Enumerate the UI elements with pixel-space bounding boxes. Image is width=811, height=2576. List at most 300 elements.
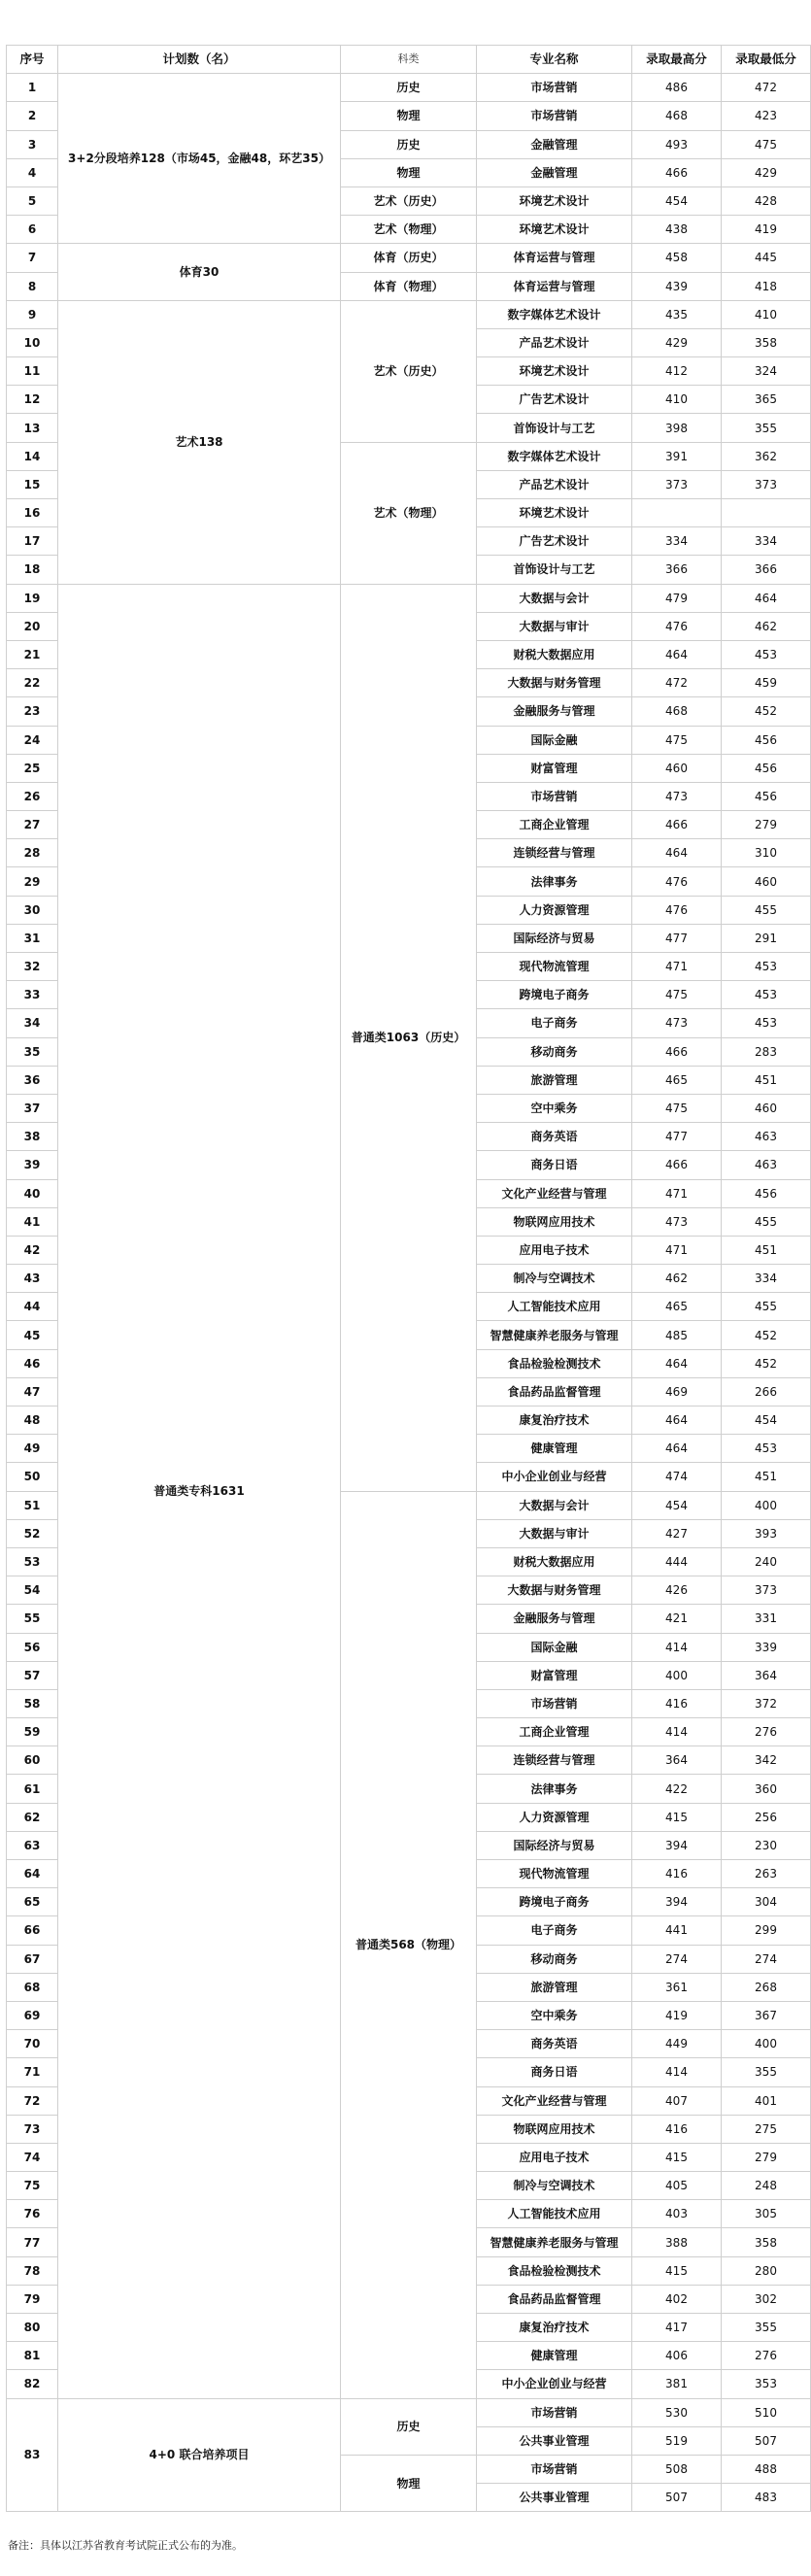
major-cell: 现代物流管理 [477, 1860, 632, 1888]
max-score-cell: 466 [632, 811, 722, 839]
table-row [7, 74, 811, 102]
major-cell: 数字媒体艺术设计 [477, 442, 632, 470]
seq-cell: 51 [7, 1491, 58, 1519]
max-score-cell: 471 [632, 953, 722, 981]
major-cell: 金融管理 [477, 130, 632, 158]
major-cell: 文化产业经营与管理 [477, 1179, 632, 1207]
subject-cell: 物理 [341, 102, 477, 130]
min-score-cell: 362 [722, 442, 811, 470]
seq-cell: 72 [7, 2086, 58, 2115]
major-cell: 国际经济与贸易 [477, 1831, 632, 1859]
major-cell: 制冷与空调技术 [477, 1265, 632, 1293]
seq-cell: 40 [7, 1179, 58, 1207]
subject-cell: 艺术（历史） [341, 300, 477, 442]
subject-cell: 艺术（物理） [341, 216, 477, 244]
min-score-cell: 279 [722, 811, 811, 839]
min-score-cell: 400 [722, 2030, 811, 2058]
table-body [7, 74, 811, 2512]
major-cell: 产品艺术设计 [477, 470, 632, 498]
seq-cell: 8 [7, 272, 58, 300]
seq-cell: 42 [7, 1236, 58, 1264]
min-score-cell: 275 [722, 2115, 811, 2143]
min-score-cell: 455 [722, 1293, 811, 1321]
min-score-cell: 355 [722, 2314, 811, 2342]
major-cell: 旅游管理 [477, 1066, 632, 1094]
min-score-cell: 263 [722, 1860, 811, 1888]
seq-cell: 43 [7, 1265, 58, 1293]
table-row [7, 244, 811, 272]
max-score-cell: 415 [632, 2143, 722, 2171]
min-score-cell: 418 [722, 272, 811, 300]
major-cell: 空中乘务 [477, 2001, 632, 2029]
seq-cell: 78 [7, 2256, 58, 2285]
min-score-cell: 355 [722, 2058, 811, 2086]
max-score-cell: 454 [632, 186, 722, 215]
seq-cell: 68 [7, 1973, 58, 2001]
major-cell: 现代物流管理 [477, 953, 632, 981]
max-score-cell: 444 [632, 1547, 722, 1576]
max-score-cell: 464 [632, 1349, 722, 1377]
seq-cell: 26 [7, 782, 58, 810]
header-max-score: 录取最高分 [632, 46, 722, 74]
major-cell: 法律事务 [477, 1775, 632, 1803]
seq-cell: 27 [7, 811, 58, 839]
major-cell: 环境艺术设计 [477, 499, 632, 527]
max-score-cell: 466 [632, 1037, 722, 1066]
min-score-cell: 358 [722, 328, 811, 356]
top-blank-area [0, 0, 811, 45]
seq-cell: 29 [7, 867, 58, 896]
min-score-cell: 510 [722, 2398, 811, 2426]
min-score-cell: 410 [722, 300, 811, 328]
max-score-cell: 466 [632, 158, 722, 186]
major-cell: 法律事务 [477, 867, 632, 896]
max-score-cell: 439 [632, 272, 722, 300]
min-score-cell: 451 [722, 1236, 811, 1264]
major-cell: 连锁经营与管理 [477, 839, 632, 867]
seq-cell: 17 [7, 527, 58, 556]
max-score-cell: 403 [632, 2200, 722, 2228]
major-cell: 食品检验检测技术 [477, 2256, 632, 2285]
major-cell: 人力资源管理 [477, 896, 632, 924]
min-score-cell: 463 [722, 1123, 811, 1151]
major-cell: 健康管理 [477, 1435, 632, 1463]
major-cell: 金融管理 [477, 158, 632, 186]
max-score-cell: 449 [632, 2030, 722, 2058]
subject-cell: 普通类568（物理） [341, 1491, 477, 2398]
major-cell: 大数据与财务管理 [477, 669, 632, 697]
major-cell: 大数据与审计 [477, 1519, 632, 1547]
min-score-cell: 355 [722, 414, 811, 442]
seq-cell: 5 [7, 186, 58, 215]
seq-cell: 56 [7, 1633, 58, 1661]
min-score-cell: 334 [722, 527, 811, 556]
min-score-cell: 463 [722, 1151, 811, 1179]
min-score-cell: 266 [722, 1377, 811, 1406]
min-score-cell: 475 [722, 130, 811, 158]
max-score-cell: 464 [632, 640, 722, 668]
max-score-cell: 373 [632, 470, 722, 498]
seq-cell: 69 [7, 2001, 58, 2029]
seq-cell: 44 [7, 1293, 58, 1321]
major-cell: 环境艺术设计 [477, 216, 632, 244]
major-cell: 国际金融 [477, 1633, 632, 1661]
max-score-cell: 462 [632, 1265, 722, 1293]
min-score-cell: 310 [722, 839, 811, 867]
min-score-cell: 240 [722, 1547, 811, 1576]
max-score-cell: 391 [632, 442, 722, 470]
major-cell: 跨境电子商务 [477, 981, 632, 1009]
seq-cell: 60 [7, 1746, 58, 1775]
major-cell: 金融服务与管理 [477, 697, 632, 726]
max-score-cell: 476 [632, 896, 722, 924]
major-cell: 应用电子技术 [477, 2143, 632, 2171]
major-cell: 人力资源管理 [477, 1803, 632, 1831]
max-score-cell: 427 [632, 1519, 722, 1547]
min-score-cell: 291 [722, 924, 811, 952]
header-plan: 计划数（名） [58, 46, 341, 74]
max-score-cell: 407 [632, 2086, 722, 2115]
seq-cell: 62 [7, 1803, 58, 1831]
max-score-cell: 441 [632, 1916, 722, 1945]
major-cell: 市场营销 [477, 1689, 632, 1717]
max-score-cell: 416 [632, 1860, 722, 1888]
max-score-cell: 479 [632, 584, 722, 612]
min-score-cell: 451 [722, 1066, 811, 1094]
seq-cell: 80 [7, 2314, 58, 2342]
min-score-cell: 358 [722, 2228, 811, 2256]
seq-cell: 18 [7, 556, 58, 584]
max-score-cell: 473 [632, 1009, 722, 1037]
min-score-cell: 454 [722, 1407, 811, 1435]
min-score-cell: 276 [722, 1718, 811, 1746]
seq-cell: 71 [7, 2058, 58, 2086]
max-score-cell: 464 [632, 1435, 722, 1463]
max-score-cell: 394 [632, 1831, 722, 1859]
max-score-cell: 417 [632, 2314, 722, 2342]
major-cell: 财税大数据应用 [477, 640, 632, 668]
header-seq: 序号 [7, 46, 58, 74]
min-score-cell: 428 [722, 186, 811, 215]
max-score-cell: 465 [632, 1293, 722, 1321]
seq-cell: 22 [7, 669, 58, 697]
max-score-cell: 381 [632, 2370, 722, 2398]
min-score-cell: 373 [722, 1576, 811, 1605]
min-score-cell: 452 [722, 1349, 811, 1377]
seq-cell: 76 [7, 2200, 58, 2228]
max-score-cell: 412 [632, 357, 722, 386]
seq-cell: 52 [7, 1519, 58, 1547]
major-cell: 金融服务与管理 [477, 1605, 632, 1633]
seq-cell: 38 [7, 1123, 58, 1151]
plan-cell: 普通类专科1631 [58, 584, 341, 2398]
max-score-cell: 394 [632, 1888, 722, 1916]
major-cell: 财税大数据应用 [477, 1547, 632, 1576]
max-score-cell: 464 [632, 839, 722, 867]
max-score-cell: 473 [632, 782, 722, 810]
max-score-cell [632, 499, 722, 527]
seq-cell: 37 [7, 1094, 58, 1122]
major-cell: 食品检验检测技术 [477, 1349, 632, 1377]
max-score-cell: 477 [632, 924, 722, 952]
major-cell: 大数据与会计 [477, 584, 632, 612]
major-cell: 物联网应用技术 [477, 2115, 632, 2143]
min-score-cell: 401 [722, 2086, 811, 2115]
major-cell: 公共事业管理 [477, 2484, 632, 2512]
seq-cell: 2 [7, 102, 58, 130]
seq-cell: 16 [7, 499, 58, 527]
seq-cell: 47 [7, 1377, 58, 1406]
table-header [7, 46, 811, 74]
max-score-cell: 334 [632, 527, 722, 556]
seq-cell: 6 [7, 216, 58, 244]
major-cell: 商务英语 [477, 2030, 632, 2058]
seq-cell: 73 [7, 2115, 58, 2143]
max-score-cell: 464 [632, 1407, 722, 1435]
max-score-cell: 435 [632, 300, 722, 328]
seq-cell: 10 [7, 328, 58, 356]
seq-cell: 25 [7, 754, 58, 782]
max-score-cell: 438 [632, 216, 722, 244]
min-score-cell: 279 [722, 2143, 811, 2171]
max-score-cell: 274 [632, 1945, 722, 1973]
min-score-cell: 455 [722, 896, 811, 924]
major-cell: 体育运营与管理 [477, 272, 632, 300]
min-score-cell: 280 [722, 2256, 811, 2285]
seq-cell: 32 [7, 953, 58, 981]
max-score-cell: 364 [632, 1746, 722, 1775]
max-score-cell: 469 [632, 1377, 722, 1406]
major-cell: 中小企业创业与经营 [477, 2370, 632, 2398]
min-score-cell: 302 [722, 2285, 811, 2313]
seq-cell: 59 [7, 1718, 58, 1746]
plan-cell: 4+0 联合培养项目 [58, 2398, 341, 2512]
major-cell: 健康管理 [477, 2342, 632, 2370]
max-score-cell: 405 [632, 2172, 722, 2200]
min-score-cell: 365 [722, 386, 811, 414]
min-score-cell: 353 [722, 2370, 811, 2398]
seq-cell: 48 [7, 1407, 58, 1435]
max-score-cell: 414 [632, 1633, 722, 1661]
header-subject: 科类 [341, 46, 477, 74]
major-cell: 市场营销 [477, 2398, 632, 2426]
seq-cell: 75 [7, 2172, 58, 2200]
major-cell: 物联网应用技术 [477, 1207, 632, 1236]
max-score-cell: 416 [632, 2115, 722, 2143]
min-score-cell: 364 [722, 1661, 811, 1689]
major-cell: 旅游管理 [477, 1973, 632, 2001]
major-cell: 大数据与审计 [477, 612, 632, 640]
min-score-cell: 324 [722, 357, 811, 386]
major-cell: 空中乘务 [477, 1094, 632, 1122]
max-score-cell: 402 [632, 2285, 722, 2313]
min-score-cell: 460 [722, 867, 811, 896]
min-score-cell: 453 [722, 953, 811, 981]
max-score-cell: 468 [632, 102, 722, 130]
max-score-cell: 410 [632, 386, 722, 414]
seq-cell: 57 [7, 1661, 58, 1689]
min-score-cell: 453 [722, 981, 811, 1009]
seq-cell: 24 [7, 726, 58, 754]
min-score-cell: 453 [722, 1009, 811, 1037]
min-score-cell: 507 [722, 2426, 811, 2455]
max-score-cell: 419 [632, 2001, 722, 2029]
major-cell: 连锁经营与管理 [477, 1746, 632, 1775]
min-score-cell: 334 [722, 1265, 811, 1293]
seq-cell: 49 [7, 1435, 58, 1463]
seq-cell: 36 [7, 1066, 58, 1094]
max-score-cell: 476 [632, 867, 722, 896]
major-cell: 体育运营与管理 [477, 244, 632, 272]
min-score-cell: 423 [722, 102, 811, 130]
max-score-cell: 485 [632, 1321, 722, 1349]
table-row [7, 2398, 811, 2426]
seq-cell: 50 [7, 1463, 58, 1491]
major-cell: 中小企业创业与经营 [477, 1463, 632, 1491]
major-cell: 移动商务 [477, 1037, 632, 1066]
max-score-cell: 421 [632, 1605, 722, 1633]
max-score-cell: 458 [632, 244, 722, 272]
major-cell: 工商企业管理 [477, 811, 632, 839]
min-score-cell [722, 499, 811, 527]
max-score-cell: 415 [632, 2256, 722, 2285]
subject-cell: 历史 [341, 74, 477, 102]
min-score-cell: 456 [722, 782, 811, 810]
seq-cell: 4 [7, 158, 58, 186]
max-score-cell: 508 [632, 2455, 722, 2483]
major-cell: 文化产业经营与管理 [477, 2086, 632, 2115]
min-score-cell: 372 [722, 1689, 811, 1717]
major-cell: 人工智能技术应用 [477, 1293, 632, 1321]
seq-cell: 7 [7, 244, 58, 272]
admission-score-table [6, 45, 811, 2512]
seq-cell: 54 [7, 1576, 58, 1605]
seq-cell: 74 [7, 2143, 58, 2171]
subject-cell: 艺术（物理） [341, 442, 477, 584]
major-cell: 市场营销 [477, 102, 632, 130]
major-cell: 智慧健康养老服务与管理 [477, 1321, 632, 1349]
max-score-cell: 414 [632, 1718, 722, 1746]
major-cell: 产品艺术设计 [477, 328, 632, 356]
major-cell: 首饰设计与工艺 [477, 414, 632, 442]
subject-cell: 物理 [341, 158, 477, 186]
max-score-cell: 507 [632, 2484, 722, 2512]
seq-cell: 14 [7, 442, 58, 470]
subject-cell: 历史 [341, 2398, 477, 2455]
major-cell: 财富管理 [477, 754, 632, 782]
major-cell: 大数据与财务管理 [477, 1576, 632, 1605]
major-cell: 电子商务 [477, 1916, 632, 1945]
min-score-cell: 455 [722, 1207, 811, 1236]
header-min-score: 录取最低分 [722, 46, 811, 74]
seq-cell: 77 [7, 2228, 58, 2256]
max-score-cell: 465 [632, 1066, 722, 1094]
min-score-cell: 342 [722, 1746, 811, 1775]
min-score-cell: 451 [722, 1463, 811, 1491]
max-score-cell: 460 [632, 754, 722, 782]
seq-cell: 31 [7, 924, 58, 952]
major-cell: 财富管理 [477, 1661, 632, 1689]
subject-cell: 普通类1063（历史） [341, 584, 477, 1491]
seq-cell: 19 [7, 584, 58, 612]
seq-cell: 20 [7, 612, 58, 640]
seq-cell: 28 [7, 839, 58, 867]
max-score-cell: 422 [632, 1775, 722, 1803]
min-score-cell: 445 [722, 244, 811, 272]
max-score-cell: 416 [632, 1689, 722, 1717]
max-score-cell: 361 [632, 1973, 722, 2001]
plan-cell: 体育30 [58, 244, 341, 300]
seq-cell: 15 [7, 470, 58, 498]
seq-cell: 61 [7, 1775, 58, 1803]
table-row [7, 300, 811, 328]
header-major: 专业名称 [477, 46, 632, 74]
major-cell: 应用电子技术 [477, 1236, 632, 1264]
major-cell: 市场营销 [477, 2455, 632, 2483]
max-score-cell: 468 [632, 697, 722, 726]
max-score-cell: 415 [632, 1803, 722, 1831]
major-cell: 康复治疗技术 [477, 2314, 632, 2342]
min-score-cell: 462 [722, 612, 811, 640]
max-score-cell: 406 [632, 2342, 722, 2370]
major-cell: 商务英语 [477, 1123, 632, 1151]
major-cell: 首饰设计与工艺 [477, 556, 632, 584]
max-score-cell: 426 [632, 1576, 722, 1605]
seq-cell: 67 [7, 1945, 58, 1973]
max-score-cell: 366 [632, 556, 722, 584]
seq-cell: 21 [7, 640, 58, 668]
plan-cell: 艺术138 [58, 300, 341, 584]
major-cell: 国际经济与贸易 [477, 924, 632, 952]
major-cell: 工商企业管理 [477, 1718, 632, 1746]
min-score-cell: 400 [722, 1491, 811, 1519]
min-score-cell: 456 [722, 1179, 811, 1207]
seq-cell: 3 [7, 130, 58, 158]
seq-cell: 12 [7, 386, 58, 414]
min-score-cell: 429 [722, 158, 811, 186]
min-score-cell: 452 [722, 697, 811, 726]
major-cell: 公共事业管理 [477, 2426, 632, 2455]
major-cell: 人工智能技术应用 [477, 2200, 632, 2228]
seq-cell: 70 [7, 2030, 58, 2058]
min-score-cell: 464 [722, 584, 811, 612]
major-cell: 数字媒体艺术设计 [477, 300, 632, 328]
min-score-cell: 230 [722, 1831, 811, 1859]
seq-cell: 55 [7, 1605, 58, 1633]
max-score-cell: 519 [632, 2426, 722, 2455]
max-score-cell: 475 [632, 726, 722, 754]
min-score-cell: 367 [722, 2001, 811, 2029]
min-score-cell: 304 [722, 1888, 811, 1916]
max-score-cell: 474 [632, 1463, 722, 1491]
seq-cell: 45 [7, 1321, 58, 1349]
seq-cell: 35 [7, 1037, 58, 1066]
seq-cell: 11 [7, 357, 58, 386]
table-row [7, 584, 811, 612]
min-score-cell: 460 [722, 1094, 811, 1122]
major-cell: 商务日语 [477, 1151, 632, 1179]
seq-cell: 1 [7, 74, 58, 102]
seq-cell: 63 [7, 1831, 58, 1859]
plan-cell: 3+2分段培养128（市场45，金融48，环艺35） [58, 74, 341, 244]
subject-cell: 历史 [341, 130, 477, 158]
seq-cell: 58 [7, 1689, 58, 1717]
min-score-cell: 360 [722, 1775, 811, 1803]
min-score-cell: 248 [722, 2172, 811, 2200]
major-cell: 电子商务 [477, 1009, 632, 1037]
major-cell: 广告艺术设计 [477, 527, 632, 556]
seq-cell: 9 [7, 300, 58, 328]
